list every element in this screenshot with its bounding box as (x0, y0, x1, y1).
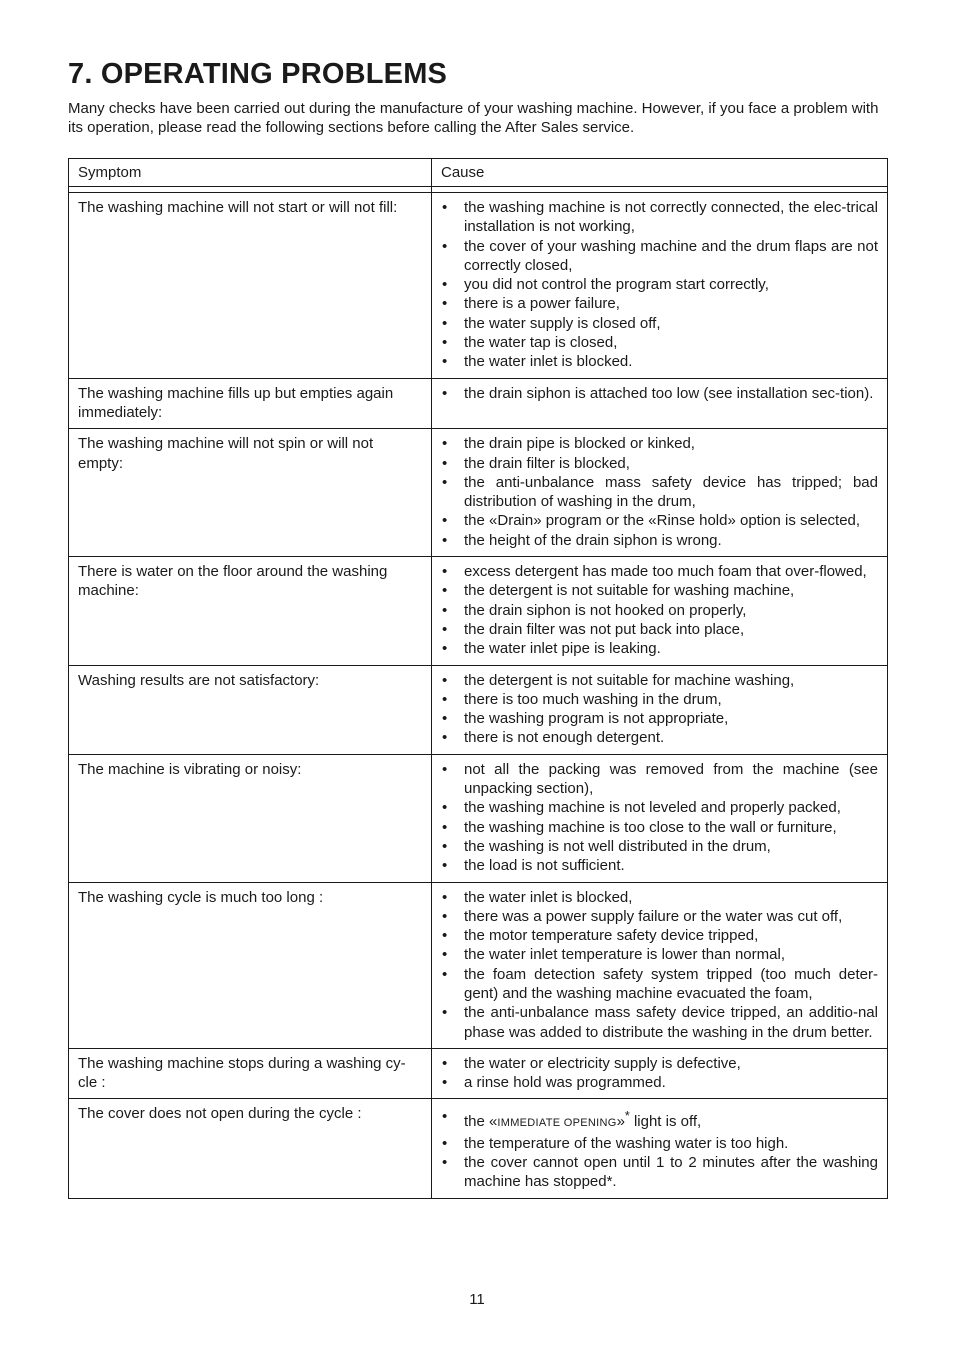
symptom-cell: The washing cycle is much too long : (69, 882, 432, 1048)
cause-item: • there is a power failure, (441, 294, 878, 313)
cause-cell (432, 1048, 888, 1099)
cause-item: • the detergent is not suitable for machine washing, (441, 671, 878, 690)
cause-item: • the water tap is closed, (441, 333, 878, 352)
cause-item: • the washing program is not appropriate, (441, 709, 878, 728)
cause-item: • the water inlet temperature is lower than normal, (441, 945, 878, 964)
cause-cell (432, 429, 888, 557)
cause-item: • the cover of your washing machine and the drum flaps are not correctly closed, (441, 237, 878, 276)
close-quote: » (616, 1113, 625, 1131)
cause-list (441, 760, 878, 876)
page-number: 11 (469, 1291, 485, 1308)
cause-item: • the temperature of the washing water is too high. (441, 1134, 878, 1153)
cause-item: • the anti-unbalance mass safety device has tripped; bad distribution of washing in the drum, (441, 473, 878, 512)
cause-cell (432, 193, 888, 379)
header-symptom: Symptom (69, 159, 432, 187)
cause-list (441, 671, 878, 748)
cause-item: • the «Drain» program or the «Rinse hold» option is selected, (441, 511, 878, 530)
operating-problems-table (68, 158, 888, 1199)
cause-cell (432, 557, 888, 665)
symptom-cell: The washing machine will not spin or will not empty: (69, 429, 432, 557)
cause-cell (432, 882, 888, 1048)
symptom-cell: The cover does not open during the cycle : (69, 1099, 432, 1198)
cause-item: • the cover cannot open until 1 to 2 minutes after the washing machine has stopped*. (441, 1153, 878, 1192)
cause-list (441, 888, 878, 1042)
cause-item: • the drain siphon is attached too low (see installation sec-tion). (441, 384, 878, 403)
cause-item: • the anti-unbalance mass safety device tripped, an additio-nal phase was added to distribute the washing in the drum better. (441, 1003, 878, 1042)
table-row (69, 429, 888, 557)
cause-item: • the drain pipe is blocked or kinked, (441, 434, 878, 453)
cause-list (441, 1107, 878, 1191)
cause-item: • the washing machine is not correctly connected, the elec-trical installation is not working, (441, 198, 878, 237)
cause-item: • the washing machine is not leveled and properly packed, (441, 798, 878, 817)
cause-item: • the height of the drain siphon is wrong. (441, 531, 878, 550)
cause-item: • excess detergent has made too much foam that over-flowed, (441, 562, 878, 581)
header-cause: Cause (432, 159, 888, 187)
cause-item: • a rinse hold was programmed. (441, 1073, 878, 1092)
cause-item: • there was a power supply failure or the water was cut off, (441, 907, 878, 926)
cause-list (441, 384, 878, 403)
cause-text: light is off, (629, 1113, 702, 1131)
cause-item: • the washing is not well distributed in the drum, (441, 837, 878, 856)
table-row (69, 665, 888, 754)
cause-item: • the drain siphon is not hooked on properly, (441, 601, 878, 620)
table-row (69, 378, 888, 429)
cause-item: • not all the packing was removed from the machine (see unpacking section), (441, 760, 878, 799)
cause-list (441, 434, 878, 550)
cause-list (441, 198, 878, 372)
cause-list (441, 562, 878, 658)
symptom-cell: Washing results are not satisfactory: (69, 665, 432, 754)
cause-cell (432, 1099, 888, 1198)
cause-item: • the motor temperature safety device tripped, (441, 926, 878, 945)
table-header-row (69, 159, 888, 187)
cause-cell (432, 754, 888, 882)
cause-list (441, 1054, 878, 1093)
footnote-mark: * (624, 1109, 630, 1124)
immediate-opening-label: IMMEDIATE OPENING (497, 1117, 617, 1130)
intro-paragraph: Many checks have been carried out during the manufacture of your washing machine. However, if you face a problem with its operation, please read the following sections before calling the After Sales service. (68, 100, 879, 137)
cause-item: • there is not enough detergent. (441, 728, 878, 747)
symptom-cell: The washing machine will not start or will not fill: (69, 193, 432, 379)
cause-item: • there is too much washing in the drum, (441, 690, 878, 709)
table-row (69, 754, 888, 882)
symptom-cell: There is water on the floor around the washing machine: (69, 557, 432, 665)
cause-text: the (464, 1113, 490, 1131)
cause-item: • the load is not sufficient. (441, 856, 878, 875)
table-row (69, 882, 888, 1048)
cause-item: • the water inlet pipe is leaking. (441, 639, 878, 658)
cause-item: • you did not control the program start correctly, (441, 275, 878, 294)
cause-item: • the washing machine is too close to the wall or furniture, (441, 818, 878, 837)
cause-cell (432, 665, 888, 754)
table-row (69, 1099, 888, 1198)
open-quote: « (489, 1113, 498, 1131)
table-row (69, 193, 888, 379)
page-title: 7. OPERATING PROBLEMS (68, 58, 448, 90)
cause-item (441, 1107, 878, 1133)
symptom-cell: The washing machine fills up but empties again immediately: (69, 378, 432, 429)
symptom-cell: The washing machine stops during a washing cy-cle : (69, 1048, 432, 1099)
table-row (69, 557, 888, 665)
cause-cell (432, 378, 888, 429)
cause-item: • the water inlet is blocked. (441, 352, 878, 371)
cause-item: • the water or electricity supply is defective, (441, 1054, 878, 1073)
cause-item: • the water inlet is blocked, (441, 888, 878, 907)
cause-item: • the detergent is not suitable for washing machine, (441, 581, 878, 600)
cause-item: • the water supply is closed off, (441, 314, 878, 333)
table-row (69, 1048, 888, 1099)
cause-item: • the foam detection safety system tripped (too much deter-gent) and the washing machine evacuated the foam, (441, 965, 878, 1004)
cause-item: • the drain filter was not put back into place, (441, 620, 878, 639)
symptom-cell: The machine is vibrating or noisy: (69, 754, 432, 882)
cause-item: • the drain filter is blocked, (441, 454, 878, 473)
